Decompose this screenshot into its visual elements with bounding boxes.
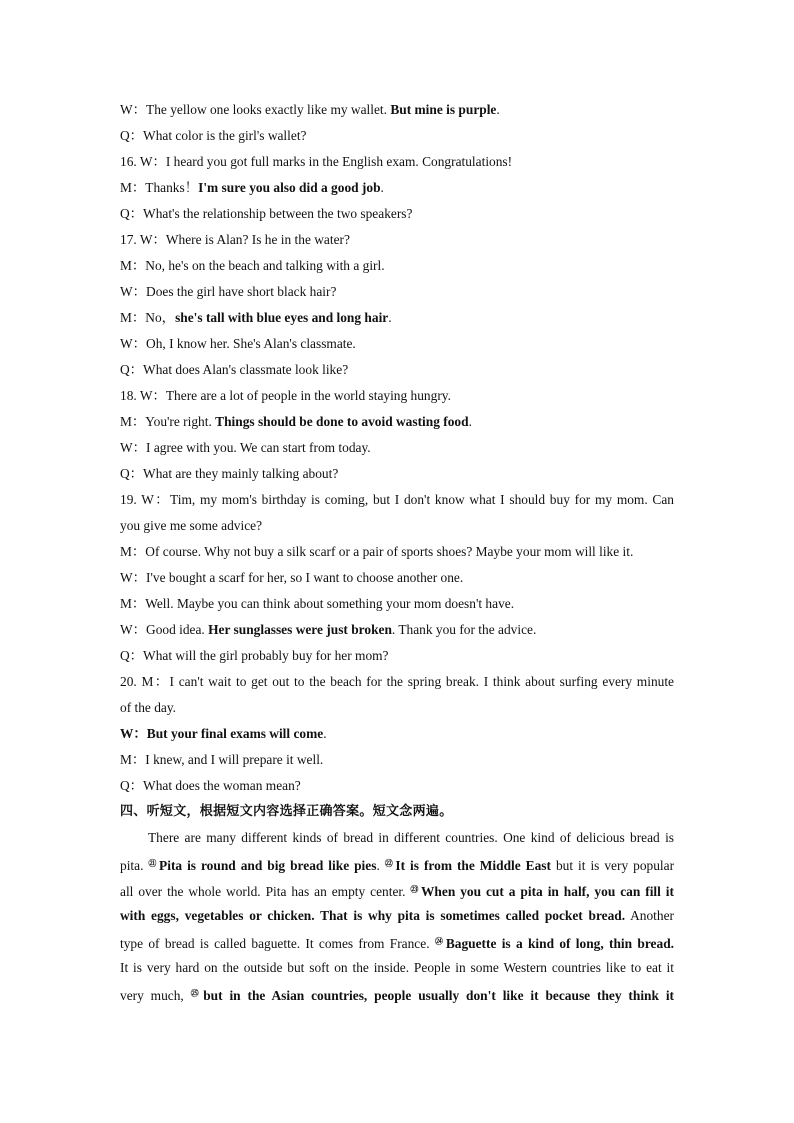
text-segment: There are many different kinds of bread in different countries. One kind of delicious bread is <box>148 830 674 845</box>
text-line <box>120 773 674 799</box>
text-segment: M：You're right. <box>120 414 216 429</box>
text-segment: M：No， <box>120 310 176 325</box>
text-segment: W：Good idea. <box>120 622 209 637</box>
text-line <box>120 695 674 721</box>
question-marker: ㉓ <box>410 885 421 894</box>
text-line <box>120 565 674 591</box>
text-segment: . <box>380 180 384 195</box>
text-segment: Q：What's the relationship between the two speakers? <box>120 206 413 221</box>
text-line <box>120 149 674 175</box>
text-line <box>120 279 674 305</box>
answer-highlight: she's tall with blue eyes and long hair <box>175 310 389 325</box>
text-line <box>120 851 674 877</box>
text-line <box>120 175 674 201</box>
text-segment: W：The yellow one looks exactly like my wallet. <box>120 102 391 117</box>
section-heading <box>120 799 674 825</box>
text-segment: M：Thanks！ <box>120 180 199 195</box>
answer-highlight: W： <box>120 726 147 741</box>
text-segment: Q：What are they mainly talking about? <box>120 466 339 481</box>
text-segment: M：I knew, and I will prepare it well. <box>120 752 324 767</box>
text-segment: Q：What does the woman mean? <box>120 778 301 793</box>
text-line <box>120 617 674 643</box>
text-line <box>120 643 674 669</box>
text-segment: pita. <box>120 858 149 873</box>
text-line <box>120 539 674 565</box>
text-line <box>120 487 674 513</box>
text-line <box>120 669 674 695</box>
answer-highlight: It is from the Middle East <box>395 858 551 873</box>
answer-highlight: but in the Asian countries, people usually don't like it because they think it <box>203 988 674 1003</box>
text-segment: all over the whole world. Pita has an empty center. <box>120 884 411 899</box>
text-line <box>120 201 674 227</box>
text-segment: M：Well. Maybe you can think about something your mom doesn't have. <box>120 596 515 611</box>
question-marker: ㉕ <box>190 989 203 998</box>
text-line <box>120 461 674 487</box>
text-segment: . <box>323 726 327 741</box>
text-segment: W：I've bought a scarf for her, so I want to choose another one. <box>120 570 464 585</box>
answer-highlight: Pita is round and big bread like pies <box>159 858 377 873</box>
text-segment: . <box>496 102 500 117</box>
text-line <box>120 721 674 747</box>
text-segment: Q：What does Alan's classmate look like? <box>120 362 349 377</box>
text-segment: 19. W：Tim, my mom's birthday is coming, but I don't know what I should buy for my mom. Can <box>120 492 674 507</box>
text-segment: Q：What color is the girl's wallet? <box>120 128 307 143</box>
text-line <box>120 955 674 981</box>
text-segment: M：No, he's on the beach and talking with a girl. <box>120 258 385 273</box>
text-segment: 20. M：I can't wait to get out to the beach for the spring break. I think about surfing every minute <box>120 674 674 689</box>
text-segment: but it is very popular <box>550 858 674 873</box>
text-segment: 18. W：There are a lot of people in the world staying hungry. <box>120 388 451 403</box>
text-segment: of the day. <box>120 700 177 715</box>
text-line <box>120 903 674 929</box>
answer-highlight: But mine is purple <box>390 102 497 117</box>
text-line <box>120 513 674 539</box>
listening-transcript <box>120 97 674 1007</box>
text-segment: type of bread is called baguette. It comes from France. <box>120 936 435 951</box>
text-line <box>120 97 674 123</box>
text-line <box>120 331 674 357</box>
text-line <box>120 227 674 253</box>
text-segment: . Thank you for the advice. <box>391 622 537 637</box>
text-line <box>120 747 674 773</box>
text-segment: W：Oh, I know her. She's Alan's classmate. <box>120 336 356 351</box>
text-line <box>120 123 674 149</box>
answer-highlight: Her sunglasses were just broken <box>208 622 392 637</box>
text-segment: M：Of course. Why not buy a silk scarf or a pair of sports shoes? Maybe your mom will like it. <box>120 544 634 559</box>
text-line <box>120 305 674 331</box>
text-segment: It is very hard on the outside but soft on the inside. People in some Western countries like to eat it <box>120 960 674 975</box>
text-line <box>120 357 674 383</box>
text-line <box>120 825 674 851</box>
text-segment: 16. W：I heard you got full marks in the English exam. Congratulations! <box>120 154 513 169</box>
text-segment: W：Does the girl have short black hair? <box>120 284 337 299</box>
answer-highlight: I'm sure you also did a good job <box>198 180 381 195</box>
text-segment: very much, <box>120 988 191 1003</box>
text-line <box>120 409 674 435</box>
text-line <box>120 929 674 955</box>
text-line <box>120 383 674 409</box>
text-line <box>120 253 674 279</box>
answer-highlight: When you cut a pita in half, you can fill it <box>421 884 674 899</box>
answer-highlight: 四、听短文，根据短文内容选择正确答案。短文念两遍。 <box>120 804 453 819</box>
text-segment: 17. W：Where is Alan? Is he in the water? <box>120 232 350 247</box>
answer-highlight: with eggs, vegetables or chicken. That is why pita is sometimes called pocket bread. <box>120 908 626 923</box>
text-line <box>120 981 674 1007</box>
text-segment: . <box>388 310 392 325</box>
question-marker: ㉒ <box>384 859 395 868</box>
answer-highlight: But your final exams will come <box>146 726 324 741</box>
text-line <box>120 591 674 617</box>
answer-highlight: Things should be done to avoid wasting food <box>215 414 469 429</box>
answer-highlight: Baguette is a kind of long, thin bread. <box>445 936 674 951</box>
text-line <box>120 877 674 903</box>
text-segment: W：I agree with you. We can start from today. <box>120 440 371 455</box>
text-line <box>120 435 674 461</box>
question-marker: ㉔ <box>434 937 445 946</box>
text-segment: Q：What will the girl probably buy for her mom? <box>120 648 389 663</box>
text-segment: you give me some advice? <box>120 518 263 533</box>
text-segment: Another <box>625 908 674 923</box>
text-segment: . <box>468 414 472 429</box>
text-segment: . <box>376 858 385 873</box>
question-marker: ㉑ <box>148 859 159 868</box>
